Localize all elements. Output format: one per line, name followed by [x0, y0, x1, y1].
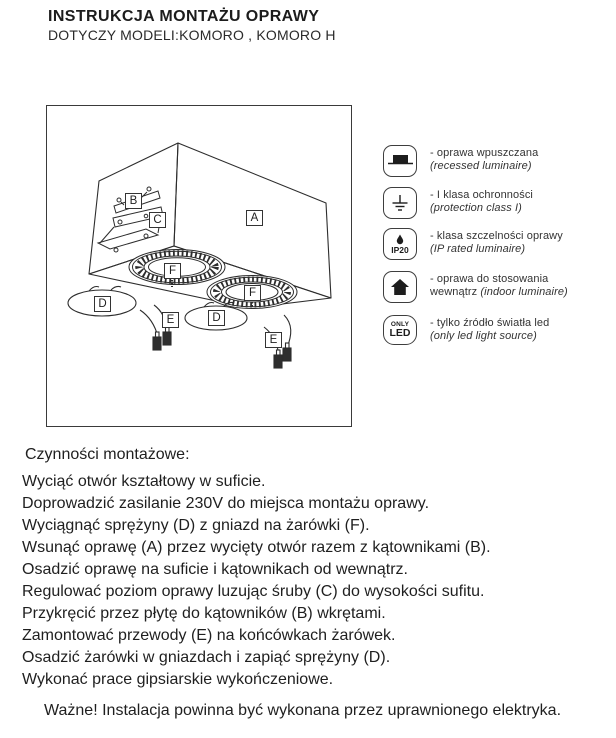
instruction-step: Osadzić żarówki w gniazdach i zapiąć sprężyny (D). — [22, 649, 391, 666]
callout-d1: D — [94, 296, 111, 312]
legend-label-pl: - tylko źródło światła led — [430, 317, 550, 329]
warning-text: Ważne! Instalacja powinna być wykonana przez uprawnionego elektryka. — [44, 702, 562, 719]
luminaire-drawing — [47, 106, 351, 426]
instruction-step: Zamontować przewody (E) na końcówkach żarówek. — [22, 627, 396, 644]
instruction-step: Wyciągnąć sprężyny (D) z gniazd na żarówki (F). — [22, 517, 370, 534]
diagram-frame — [46, 105, 352, 427]
indoor-luminaire-icon — [383, 271, 417, 303]
instruction-step: Doprowadzić zasilanie 230V do miejsca montażu oprawy. — [22, 495, 430, 512]
instruction-step: Wyciąć otwór kształtowy w suficie. — [22, 473, 266, 490]
page-title: INSTRUKCJA MONTAŻU OPRAWY — [48, 8, 320, 25]
legend-item-recessed — [383, 145, 608, 187]
protection-class-icon — [383, 187, 417, 219]
legend-item-protection-class — [383, 187, 608, 229]
instruction-step: Wsunąć oprawę (A) przez wycięty otwór razem z kątownikami (B). — [22, 539, 491, 556]
legend-label-pl: - oprawa do stosowania — [430, 273, 549, 285]
legend-label-en: (protection class I) — [430, 202, 522, 214]
callout-e1: E — [162, 312, 179, 328]
legend-label-en: wewnątrz (indoor luminaire) — [430, 286, 568, 298]
instructions-heading: Czynności montażowe: — [25, 446, 190, 463]
only-led-text-top: ONLY — [390, 321, 410, 328]
legend-label-en: (IP rated luminaire) — [430, 243, 526, 255]
callout-b: B — [125, 193, 142, 209]
callout-c: C — [149, 212, 166, 228]
callout-e2: E — [265, 332, 282, 348]
legend-label-en: (recessed luminaire) — [430, 160, 532, 172]
instruction-step: Regulować poziom oprawy luzując śruby (C) do wysokości sufitu. — [22, 583, 485, 600]
recessed-luminaire-icon — [383, 145, 417, 177]
callout-f1: F — [164, 263, 181, 279]
instruction-step: Wykonać prace gipsiarskie wykończeniowe. — [22, 671, 334, 688]
callout-a: A — [246, 210, 263, 226]
legend-label-en: (only led light source) — [430, 330, 537, 342]
ip20-icon — [383, 228, 417, 260]
legend-label-pl: - oprawa wpuszczana — [430, 147, 539, 159]
legend-item-indoor — [383, 271, 608, 313]
instruction-step: Osadzić oprawę na suficie i kątownikach od wewnątrz. — [22, 561, 408, 578]
only-led-icon — [383, 315, 417, 345]
callout-f2: F — [244, 285, 261, 301]
legend-label-pl: - klasa szczelności oprawy — [430, 230, 563, 242]
callout-d2: D — [208, 310, 225, 326]
legend-item-only-led — [383, 315, 608, 357]
legend-label-pl: - I klasa ochronności — [430, 189, 533, 201]
ip20-badge: IP20 — [391, 244, 409, 255]
instruction-step: Przykręcić przez płytę do kątowników (B) wkrętami. — [22, 605, 386, 622]
page-subtitle: DOTYCZY MODELI:KOMORO , KOMORO H — [48, 27, 336, 43]
only-led-text-bottom: LED — [389, 327, 411, 339]
legend-item-ip-rating — [383, 228, 608, 270]
instruction-steps — [22, 471, 491, 691]
